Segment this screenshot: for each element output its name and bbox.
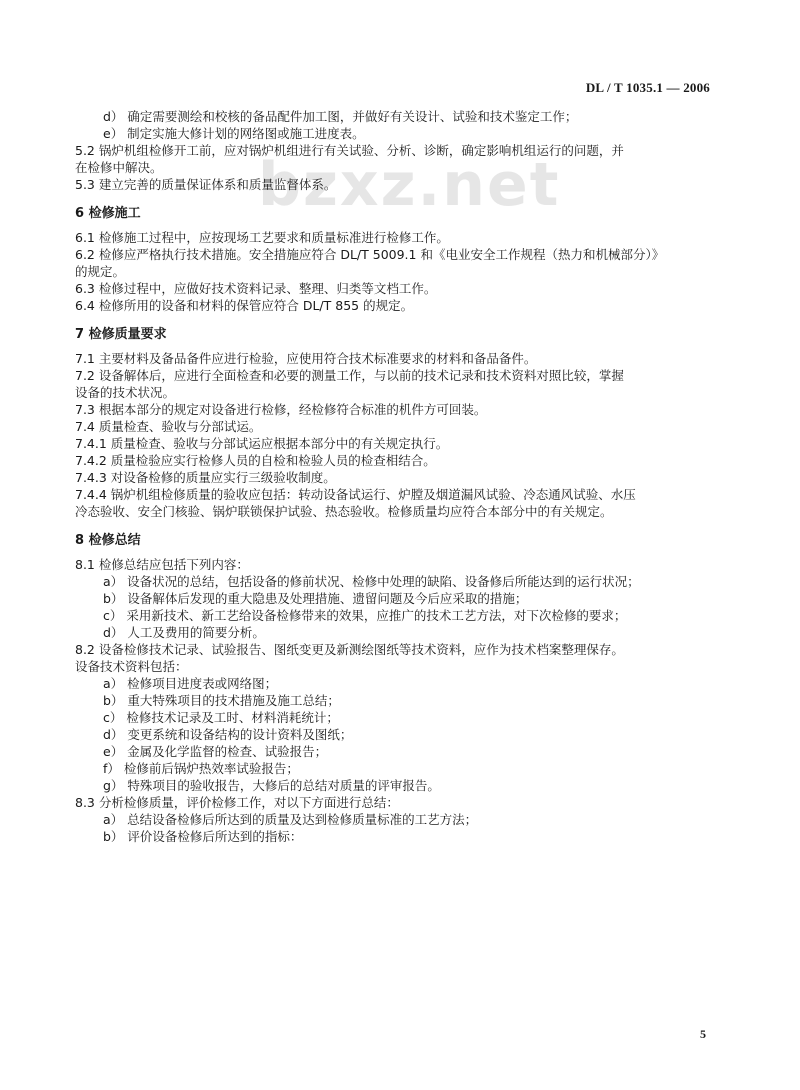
clause-6-3: 6.3 检修过程中，应做好技术资料记录、整理、归类等文档工作。 xyxy=(75,281,437,296)
list-item: d） 变更系统和设备结构的设计资料及图纸； xyxy=(103,727,353,742)
clause-7-2: 7.2 设备解体后，应进行全面检查和必要的测量工作，与以前的技术记录和技术资料对照比较，掌握 xyxy=(75,368,624,383)
clause-7-4: 7.4 质量检查、验收与分部试运。 xyxy=(75,419,262,434)
clause-7-1: 7.1 主要材料及备品备件应进行检验，应使用符合技术标准要求的材料和备品备件。 xyxy=(75,351,537,366)
clause-7-4-3: 7.4.3 对设备检修的质量应实行三级验收制度。 xyxy=(75,470,336,485)
clause-8-3: 8.3 分析检修质量，评价检修工作，对以下方面进行总结： xyxy=(75,795,399,810)
list-item: e） 制定实施大修计划的网络图或施工进度表。 xyxy=(103,126,365,141)
list-item: a） 设备状况的总结，包括设备的修前状况、检修中处理的缺陷、设备修后所能达到的运行状况； xyxy=(103,574,640,589)
clause-5-3: 5.3 建立完善的质量保证体系和质量监督体系。 xyxy=(75,177,337,192)
clause-8-1: 8.1 检修总结应包括下列内容： xyxy=(75,557,249,572)
clause-7-4-4-cont: 冷态验收、安全门核验、锅炉联锁保护试验、热态验收。检修质量均应符合本部分中的有关规定。 xyxy=(75,504,613,519)
document-body xyxy=(75,108,715,845)
standard-code-header: DL / T 1035.1 — 2006 xyxy=(585,80,710,95)
list-item: g） 特殊项目的验收报告，大修后的总结对质量的评审报告。 xyxy=(103,778,440,793)
list-item: f） 检修前后锅炉热效率试验报告； xyxy=(103,761,299,776)
list-item: c） 采用新技术、新工艺给设备检修带来的效果，应推广的技术工艺方法，对下次检修的要求； xyxy=(103,608,627,623)
clause-5-2-cont: 在检修中解决。 xyxy=(75,160,163,175)
list-item: e） 金属及化学监督的检查、试验报告； xyxy=(103,744,328,759)
clause-7-2-cont: 设备的技术状况。 xyxy=(75,385,176,400)
list-item: d） 人工及费用的简要分析。 xyxy=(103,625,265,640)
watermark: bzxz.net xyxy=(258,150,561,220)
section-6-heading: 6 检修施工 xyxy=(75,206,141,221)
page-number: 5 xyxy=(700,1027,706,1041)
list-item: c） 检修技术记录及工时、材料消耗统计； xyxy=(103,710,339,725)
clause-6-1: 6.1 检修施工过程中，应按现场工艺要求和质量标准进行检修工作。 xyxy=(75,230,449,245)
clause-7-4-4: 7.4.4 锅炉机组检修质量的验收应包括：转动设备试运行、炉膛及烟道漏风试验、冷态通风试验、水压 xyxy=(75,487,636,502)
list-item: a） 检修项目进度表或网络图； xyxy=(103,676,278,691)
clause-8-2: 8.2 设备检修技术记录、试验报告、图纸变更及新测绘图纸等技术资料，应作为技术档案整理保存。 xyxy=(75,642,624,657)
clause-5-2: 5.2 锅炉机组检修开工前，应对锅炉机组进行有关试验、分析、诊断，确定影响机组运行的问题，并 xyxy=(75,143,624,158)
section-8-heading: 8 检修总结 xyxy=(75,533,141,548)
list-item: a） 总结设备检修后所达到的质量及达到检修质量标准的工艺方法； xyxy=(103,812,478,827)
list-item: b） 评价设备检修后所达到的指标： xyxy=(103,829,303,844)
list-item: d） 确定需要测绘和校核的备品配件加工图，并做好有关设计、试验和技术鉴定工作； xyxy=(103,109,578,124)
section-7-heading: 7 检修质量要求 xyxy=(75,327,167,342)
clause-7-3: 7.3 根据本部分的规定对设备进行检修，经检修符合标准的机件方可回装。 xyxy=(75,402,487,417)
clause-7-4-1: 7.4.1 质量检查、验收与分部试运应根据本部分中的有关规定执行。 xyxy=(75,436,449,451)
clause-6-4: 6.4 检修所用的设备和材料的保管应符合 DL/T 855 的规定。 xyxy=(75,298,414,313)
list-item: b） 重大特殊项目的技术措施及施工总结； xyxy=(103,693,340,708)
clause-6-2-cont: 的规定。 xyxy=(75,264,126,279)
list-item: b） 设备解体后发现的重大隐患及处理措施、遗留问题及今后应采取的措施； xyxy=(103,591,528,606)
clause-6-2: 6.2 检修应严格执行技术措施。安全措施应符合 DL/T 5009.1 和《电业安全工作规程（热力和机械部分）》 xyxy=(75,247,665,262)
clause-8-2-cont: 设备技术资料包括： xyxy=(75,659,188,674)
clause-7-4-2: 7.4.2 质量检验应实行检修人员的自检和检验人员的检查相结合。 xyxy=(75,453,436,468)
